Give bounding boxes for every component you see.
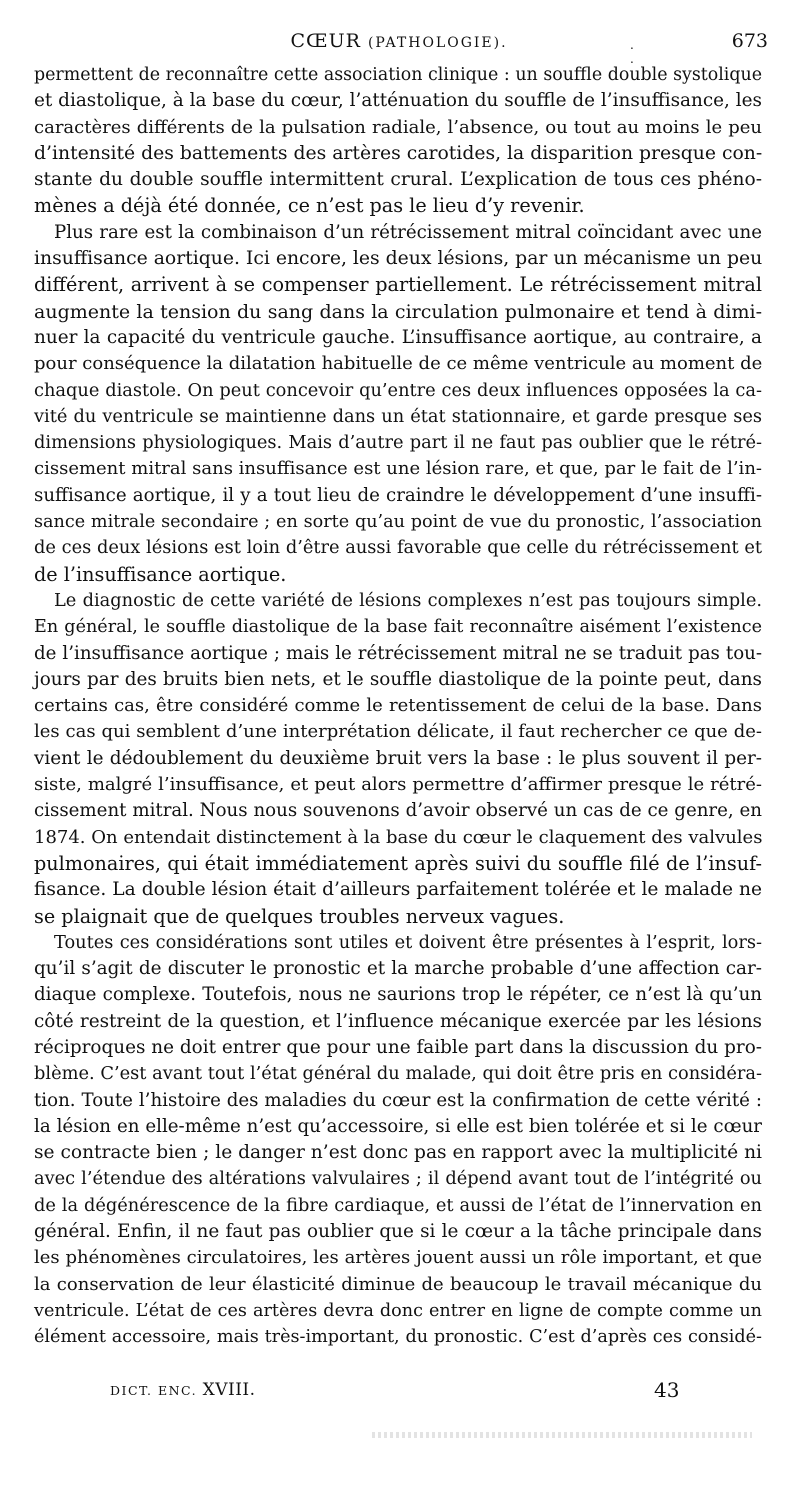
text-line: permettent de reconnaître cette association clinique : un souffle double systolique: [34, 65, 762, 85]
text-line: vient le dédoublement du deuxième bruit vers la base : le plus souvent il per-: [34, 747, 762, 769]
text-line: les cas qui semblent d’une interprétation délicate, il faut rechercher ce que de-: [34, 721, 762, 743]
volume-number: XVIII.: [202, 1380, 256, 1400]
text-line: général. Enfin, il ne faut pas oublier que si le cœur a la tâche principale dans: [34, 1221, 762, 1243]
text-line: cissement mitral sans insuffisance est une lésion rare, et que, par le fait de l’in-: [34, 458, 762, 480]
text-line: avec l’étendue des altérations valvulaires ; il dépend avant tout de l’intégrité ou: [34, 1168, 762, 1190]
text-line: de l’insuffisance aortique ; mais le rétrécissement mitral ne se traduit pas tou-: [34, 642, 762, 664]
text-line: réciproques ne doit entrer que pour une faible part dans la discussion du pro-: [34, 1036, 762, 1058]
text-line: se plaignait que de quelques troubles nerveux vagues.: [34, 904, 565, 928]
running-title-sub: (PATHOLOGIE).: [367, 35, 508, 51]
text-line: pour conséquence la dilatation habituelle de ce même ventricule au moment de: [34, 353, 763, 375]
text-line: vité du ventricule se maintienne dans un état stationnaire, et garde presque ses: [34, 405, 762, 427]
text-line: nuer la capacité du ventricule gauche. L’insuffisance aortique, au contraire, a: [34, 326, 762, 348]
text-line: chaque diastole. On peut concevoir qu’entre ces deux influences opposées la ca-: [34, 379, 762, 401]
printer-signature: [110, 1380, 256, 1400]
print-specks: . .: [630, 38, 682, 66]
text-line: élément accessoire, mais très-important, du pronostic. C’est d’après ces considé-: [34, 1327, 762, 1348]
paragraph: [34, 220, 762, 588]
page-number: 673: [731, 30, 768, 52]
text-line: tion. Toute l’histoire des maladies du cœur est la confirmation de cette vérité :: [34, 1089, 762, 1111]
sheet-number: 43: [654, 1378, 680, 1402]
text-line: En général, le souffle diastolique de la base fait reconnaître aisément l’existence: [34, 617, 762, 638]
paragraph: [34, 588, 762, 930]
text-line: de l’insuffisance aortique.: [34, 562, 287, 586]
page-footer: [110, 1376, 690, 1406]
text-line: suffisance aortique, il y a tout lieu de craindre le développement d’une insuffi-: [34, 484, 762, 506]
text-line: Toutes ces considérations sont utiles et doivent être présentes à l’esprit, lors-: [54, 931, 762, 953]
running-title-main: CŒUR: [290, 30, 361, 52]
paragraph: [34, 930, 762, 1351]
text-line: d’intensité des battements des artères carotides, la disparition presque con-: [34, 142, 763, 164]
text-line: se contracte bien ; le danger n’est donc pas en rapport avec la multiplicité ni: [34, 1142, 762, 1164]
text-line: cissement mitral. Nous nous souvenons d’avoir observé un cas de ce genre, en: [34, 800, 762, 822]
bleed-through-line: [372, 1432, 752, 1438]
text-line: ventricule. L’état de ces artères devra donc entrer en ligne de compte comme un: [34, 1300, 762, 1321]
text-line: de ces deux lésions est loin d’être aussi favorable que celle du rétrécissement et: [34, 537, 762, 559]
text-line: la lésion en elle-même n’est qu’accessoire, si elle est bien tolérée et si le cœur: [34, 1115, 762, 1137]
body-text: [34, 62, 762, 1351]
text-line: insuffisance aortique. Ici encore, les deux lésions, par un mécanisme un peu: [34, 248, 763, 270]
signature-abbrev: DICT. ENC.: [110, 1383, 198, 1398]
text-line: et diastolique, à la base du cœur, l’atténuation du souffle de l’insuffisance, les: [34, 90, 762, 112]
text-line: siste, malgré l’insuffisance, et peut alors permettre d’affirmer presque le rétré-: [34, 774, 762, 796]
text-line: les phénomènes circulatoires, les artères jouent aussi un rôle important, et que: [34, 1247, 762, 1269]
text-line: différent, arrivent à se compenser partiellement. Le rétrécissement mitral: [34, 273, 762, 297]
text-line: stante du double souffle intermittent crural. L’explication de tous ces phéno-: [34, 169, 762, 191]
text-line: diaque complexe. Toutefois, nous ne saurions trop le répéter, ce n’est là qu’un: [34, 984, 762, 1006]
text-line: mènes a déjà été donnée, ce n’est pas le lieu d’y revenir.: [34, 194, 585, 218]
text-line: pulmonaires, qui était immédiatement après suivi du souffle filé de l’insuf-: [34, 851, 762, 875]
text-line: fisance. La double lésion était d’ailleurs parfaitement tolérée et le malade ne: [34, 879, 762, 901]
text-line: dimensions physiologiques. Mais d’autre part il ne faut pas oublier que le rétré-: [34, 432, 762, 454]
text-line: caractères différents de la pulsation radiale, l’absence, ou tout au moins le peu: [34, 116, 762, 138]
text-line: augmente la tension du sang dans la circulation pulmonaire et tend à dimi-: [34, 300, 762, 323]
text-line: certains cas, être considéré comme le retentissement de celui de la base. Dans: [34, 695, 762, 717]
text-line: Le diagnostic de cette variété de lésions complexes n’est pas toujours simple.: [54, 589, 762, 611]
text-line: sance mitrale secondaire ; en sorte qu’au point de vue du pronostic, l’association: [34, 512, 762, 533]
text-line: jours par des bruits bien nets, et le souffle diastolique de la pointe peut, dans: [34, 668, 762, 690]
text-line: 1874. On entendait distinctement à la base du cœur le claquement des valvules: [34, 826, 763, 848]
text-line: côté restreint de la question, et l’influence mécanique exercée par les lésions: [34, 1010, 762, 1032]
running-head: [30, 26, 768, 66]
text-line: de la dégénérescence de la fibre cardiaque, et aussi de l’état de l’innervation en: [34, 1194, 762, 1216]
text-line: blème. C’est avant tout l’état général du malade, qui doit être pris en considéra-: [34, 1063, 762, 1085]
text-line: la conservation de leur élasticité diminue de beaucoup le travail mécanique du: [34, 1273, 762, 1295]
paragraph: [34, 62, 762, 220]
text-line: Plus rare est la combinaison d’un rétrécissement mitral coïncidant avec une: [54, 221, 762, 243]
text-line: qu’il s’agit de discuter le pronostic et la marche probable d’une affection car-: [34, 958, 762, 980]
